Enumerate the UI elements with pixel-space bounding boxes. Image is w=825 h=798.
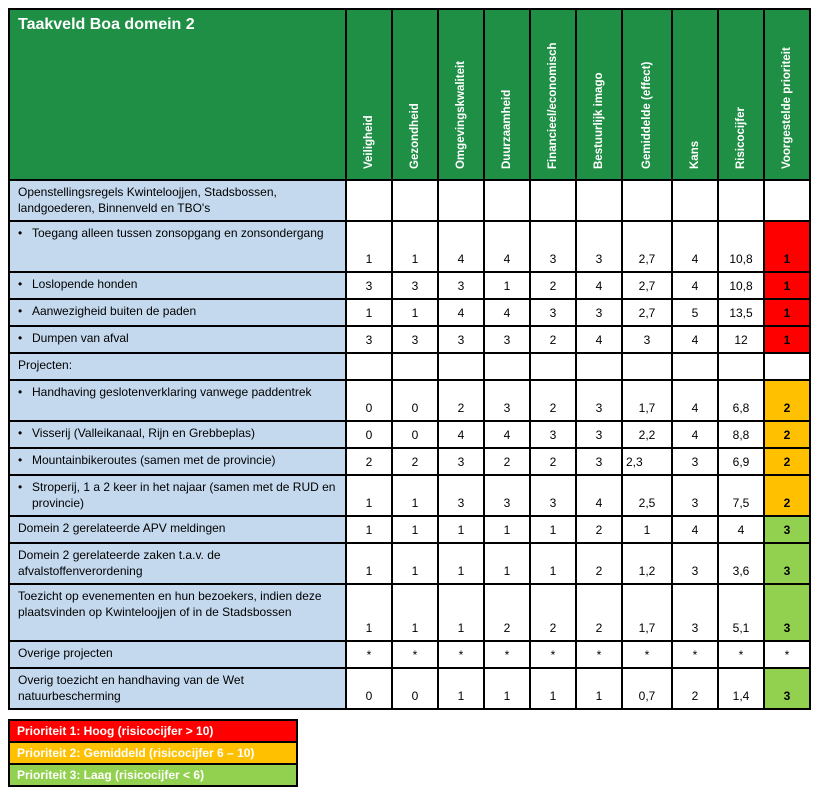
score-cell: 1 [346,299,392,326]
priority-cell: 3 [764,543,810,584]
score-cell: 3 [672,543,718,584]
score-cell: 4 [484,421,530,448]
score-cell: 1,7 [622,380,672,421]
table-row [9,326,810,353]
score-cell: * [392,641,438,668]
score-cell: 2 [576,584,622,641]
score-cell: 3 [484,380,530,421]
row-label [9,221,346,272]
score-cell: 4 [576,272,622,299]
row-label [9,448,346,475]
row-label [9,584,346,641]
score-cell: 2 [672,668,718,709]
row-label [9,326,346,353]
score-cell: 3 [672,584,718,641]
score-cell: 0 [392,380,438,421]
table-row [9,641,810,668]
score-cell: * [576,641,622,668]
empty-cell [346,353,392,380]
score-cell: 0 [346,668,392,709]
score-cell: 7,5 [718,475,764,516]
score-cell: 3 [576,421,622,448]
row-label-text: Overig toezicht en handhaving van de Wet natuurbescherming [18,673,244,703]
score-cell: 1 [346,584,392,641]
score-cell: 1 [484,272,530,299]
score-cell: 3 [576,221,622,272]
score-cell: 10,8 [718,221,764,272]
score-cell: 3 [484,475,530,516]
row-label-text: Domein 2 gerelateerde zaken t.a.v. de afvalstoffenverordening [18,548,221,578]
score-cell: 3 [672,448,718,475]
bullet-icon: • [18,480,23,494]
row-label-text: Openstellingsregels Kwinteloojjen, Stadsbossen, landgoederen, Binnenveld en TBO's [18,185,277,215]
row-label-text: Overige projecten [18,646,113,660]
row-label [9,668,346,709]
row-label [9,272,346,299]
score-cell: 1 [392,475,438,516]
score-cell: 4 [484,299,530,326]
empty-cell [392,353,438,380]
score-cell: 2 [530,584,576,641]
empty-cell [346,180,392,221]
priority-cell: 1 [764,221,810,272]
score-cell: 4 [438,299,484,326]
priority-cell: 3 [764,668,810,709]
score-cell: 3 [576,448,622,475]
score-cell: 3 [530,421,576,448]
score-cell: * [530,641,576,668]
score-cell: 0 [392,668,438,709]
score-cell: 1 [392,221,438,272]
score-cell: 3 [392,272,438,299]
score-cell: 10,8 [718,272,764,299]
score-cell: 2 [392,448,438,475]
score-cell: 4 [576,326,622,353]
score-cell: 2,5 [622,475,672,516]
score-cell: 2 [530,448,576,475]
score-cell: * [346,641,392,668]
score-cell: * [672,641,718,668]
score-cell: 13,5 [718,299,764,326]
score-cell: 5 [672,299,718,326]
empty-cell [764,353,810,380]
col-header: Kans [672,9,718,180]
score-cell: 1 [346,221,392,272]
empty-cell [576,353,622,380]
empty-cell [622,180,672,221]
score-cell: 1 [484,668,530,709]
row-label [9,380,346,421]
bullet-icon: • [18,226,23,240]
legend-priority-3: Prioriteit 3: Laag (risicocijfer < 6) [9,764,297,786]
score-cell: 0 [392,421,438,448]
score-cell: 1 [392,584,438,641]
score-cell: 2 [484,584,530,641]
empty-cell [392,180,438,221]
header-row [9,9,810,180]
col-header: Veiligheid [346,9,392,180]
score-cell: 2 [530,380,576,421]
table-row [9,448,810,475]
bullet-icon: • [18,277,23,291]
bullet-icon: • [18,453,23,467]
row-label-text: Toezicht op evenementen en hun bezoekers, indien deze plaatsvinden op Kwinteloojjen of in de Stadsbossen [18,589,322,619]
score-cell: 3 [438,475,484,516]
table-row [9,516,810,543]
score-cell: 1 [622,516,672,543]
empty-cell [484,353,530,380]
row-label [9,641,346,668]
score-cell: 1 [346,543,392,584]
score-cell: 1,7 [622,584,672,641]
row-label-text: Domein 2 gerelateerde APV meldingen [18,521,226,535]
score-cell: 4 [672,421,718,448]
score-cell: 4 [672,516,718,543]
score-cell: 1 [346,475,392,516]
score-cell: 1 [438,584,484,641]
empty-cell [576,180,622,221]
score-cell: 1 [438,668,484,709]
table-row [9,543,810,584]
row-label-text: Dumpen van afval [32,331,129,345]
score-cell: 3,6 [718,543,764,584]
priority-cell: 2 [764,380,810,421]
score-cell: 2 [346,448,392,475]
table-title: Taakveld Boa domein 2 [9,9,346,180]
score-cell: 3 [576,380,622,421]
score-cell: 1 [530,543,576,584]
score-cell: 2 [576,516,622,543]
row-label [9,299,346,326]
empty-cell [622,353,672,380]
score-cell: 3 [530,475,576,516]
score-cell: 2,2 [622,421,672,448]
table-row [9,221,810,272]
score-cell: 3 [438,326,484,353]
table-row [9,475,810,516]
table-row [9,421,810,448]
score-cell: 4 [672,326,718,353]
score-cell: 2 [530,326,576,353]
score-cell: 0,7 [622,668,672,709]
table-row [9,584,810,641]
table-row [9,353,810,380]
score-cell: 4 [438,421,484,448]
row-label [9,516,346,543]
row-label-text: Visserij (Valleikanaal, Rijn en Grebbeplas) [32,426,255,440]
score-cell: 2,7 [622,299,672,326]
priority-cell: 1 [764,272,810,299]
score-cell: 2,3 [622,448,672,475]
score-cell: 12 [718,326,764,353]
row-label [9,353,346,380]
score-cell: 1 [392,516,438,543]
priority-cell: 2 [764,421,810,448]
score-cell: 1,4 [718,668,764,709]
score-cell: 1 [530,516,576,543]
row-label-text: Aanwezigheid buiten de paden [32,304,197,318]
priority-cell: * [764,641,810,668]
empty-cell [672,353,718,380]
score-cell: 6,8 [718,380,764,421]
row-label [9,180,346,221]
col-header: Voorgestelde prioriteit [764,9,810,180]
empty-cell [438,180,484,221]
score-cell: 4 [672,221,718,272]
row-label [9,475,346,516]
score-cell: 4 [576,475,622,516]
score-cell: 6,9 [718,448,764,475]
score-cell: 1 [530,668,576,709]
score-cell: 2,7 [622,221,672,272]
table-row [9,272,810,299]
row-label-text: Loslopende honden [32,277,138,291]
table-row [9,668,810,709]
score-cell: 1 [346,516,392,543]
score-cell: 3 [576,299,622,326]
score-cell: * [438,641,484,668]
score-cell: 4 [484,221,530,272]
priority-cell: 3 [764,516,810,543]
priority-cell: 1 [764,299,810,326]
score-cell: 3 [530,221,576,272]
score-cell: 1 [576,668,622,709]
score-cell: 1 [484,543,530,584]
score-cell: 2 [530,272,576,299]
score-cell: 4 [672,272,718,299]
col-header: Gemiddelde (effect) [622,9,672,180]
score-cell: * [484,641,530,668]
row-label-text: Handhaving geslotenverklaring vanwege paddentrek [32,385,312,399]
score-cell: 3 [392,326,438,353]
score-cell: 1 [392,299,438,326]
score-cell: 4 [672,380,718,421]
empty-cell [672,180,718,221]
row-label [9,421,346,448]
empty-cell [530,353,576,380]
empty-cell [764,180,810,221]
col-header: Risicocijfer [718,9,764,180]
score-cell: 4 [718,516,764,543]
empty-cell [530,180,576,221]
table-row [9,180,810,221]
legend-priority-2: Prioriteit 2: Gemiddeld (risicocijfer 6 – 10) [9,742,297,764]
col-header: Bestuurlijk imago [576,9,622,180]
score-cell: 8,8 [718,421,764,448]
empty-cell [438,353,484,380]
risk-table [8,8,811,710]
bullet-icon: • [18,426,23,440]
col-header: Omgevingskwaliteit [438,9,484,180]
legend-priority-1: Prioriteit 1: Hoog (risicocijfer > 10) [9,720,297,742]
bullet-icon: • [18,331,23,345]
score-cell: 1 [484,516,530,543]
score-cell: 3 [484,326,530,353]
score-cell: 3 [672,475,718,516]
row-label-text: Mountainbikeroutes (samen met de provincie) [32,453,276,467]
col-header: Financieel/economisch [530,9,576,180]
row-label [9,543,346,584]
score-cell: 3 [346,326,392,353]
row-label-text: Toegang alleen tussen zonsopgang en zonsondergang [32,226,324,240]
score-cell: 1 [438,516,484,543]
table-row [9,380,810,421]
score-cell: 3 [438,272,484,299]
col-header: Duurzaamheid [484,9,530,180]
score-cell: 4 [438,221,484,272]
score-cell: 1 [438,543,484,584]
score-cell: 2 [438,380,484,421]
score-cell: 0 [346,421,392,448]
score-cell: 3 [530,299,576,326]
empty-cell [718,180,764,221]
priority-cell: 2 [764,448,810,475]
score-cell: 3 [622,326,672,353]
bullet-icon: • [18,304,23,318]
score-cell: 3 [438,448,484,475]
table-row [9,299,810,326]
priority-cell: 1 [764,326,810,353]
empty-cell [484,180,530,221]
score-cell: 2 [484,448,530,475]
score-cell: 3 [346,272,392,299]
score-cell: 5,1 [718,584,764,641]
priority-legend [8,719,298,787]
priority-cell: 2 [764,475,810,516]
score-cell: * [718,641,764,668]
empty-cell [718,353,764,380]
col-header: Gezondheid [392,9,438,180]
score-cell: 1 [392,543,438,584]
row-label-text: Stroperij, 1 a 2 keer in het najaar (samen met de RUD en provincie) [32,480,336,510]
score-cell: 2 [576,543,622,584]
score-cell: 0 [346,380,392,421]
score-cell: * [622,641,672,668]
priority-cell: 3 [764,584,810,641]
score-cell: 1,2 [622,543,672,584]
score-cell: 2,7 [622,272,672,299]
row-label-text: Projecten: [18,358,73,372]
bullet-icon: • [18,385,23,399]
